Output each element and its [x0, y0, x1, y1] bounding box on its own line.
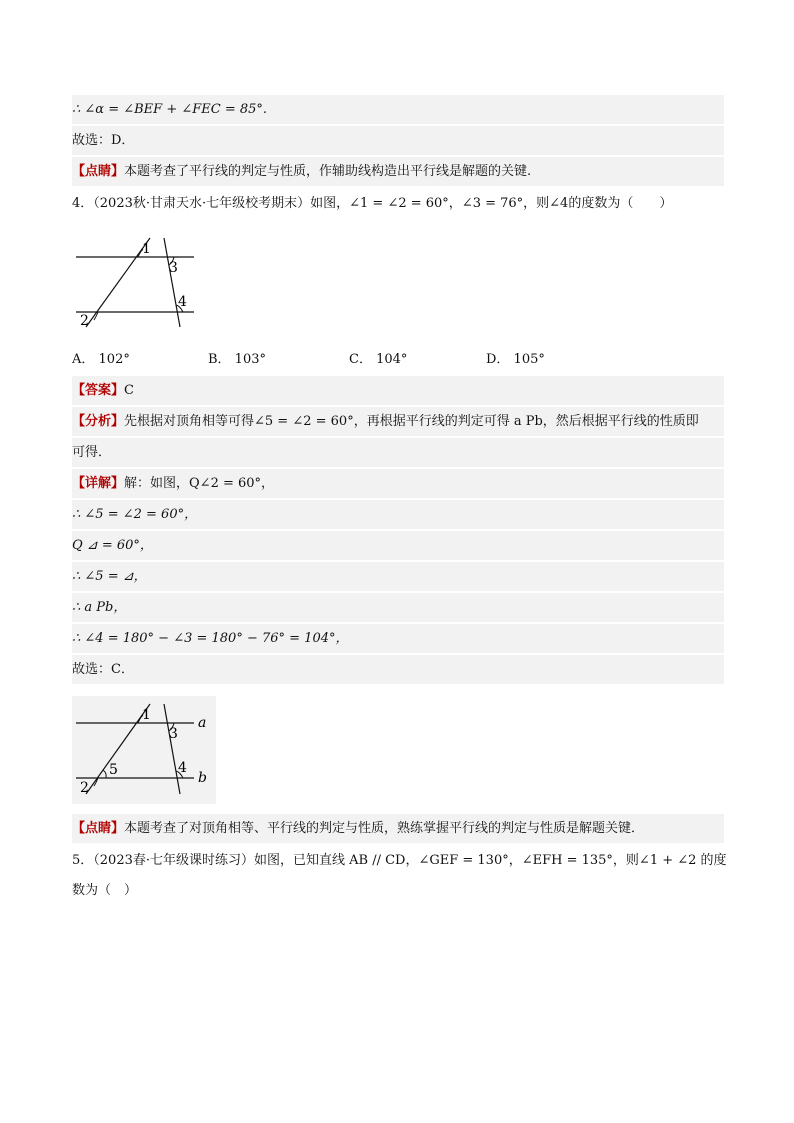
- label-2: 2: [80, 780, 89, 796]
- transversal-left: [86, 238, 150, 327]
- step-line-2: Q ⊿ = 60°，: [72, 531, 724, 560]
- question-5-continuation: 数为（ ）: [72, 883, 138, 898]
- choice-line: 故选：D．: [72, 126, 724, 155]
- figure-1: [72, 232, 202, 332]
- figure-2: [72, 696, 216, 804]
- option-c[interactable]: C． 104°: [349, 352, 408, 367]
- step-line-3: ∴ ∠5 = ⊿，: [72, 562, 724, 591]
- label-3: 3: [169, 260, 178, 276]
- label-b: b: [198, 770, 207, 786]
- label-4: 4: [178, 294, 187, 310]
- step-line-4: ∴ a Pb，: [72, 593, 724, 622]
- comment-line: 【点睛】本题考查了平行线的判定与性质，作辅助线构造出平行线是解题的关键.: [72, 157, 724, 186]
- analysis-line: 【分析】先根据对顶角相等可得∠5 = ∠2 = 60°，再根据平行线的判定可得 a Pb，然后根据平行线的性质即: [72, 407, 724, 436]
- transversal-right: [164, 238, 180, 327]
- step-line-5: ∴ ∠4 = 180° − ∠3 = 180° − 76° = 104°，: [72, 624, 724, 653]
- option-a[interactable]: A． 102°: [72, 352, 130, 367]
- transversal-right: [164, 704, 180, 794]
- label-5: 5: [109, 762, 118, 778]
- label-1: 1: [142, 241, 151, 257]
- analysis-continuation: 可得．: [72, 438, 724, 467]
- comment-line-2: 【点睛】本题考查了对顶角相等、平行线的判定与性质，熟练掌握平行线的判定与性质是解题关键．: [72, 814, 724, 843]
- question-5: 5．（2023春·七年级课时练习）如图，已知直线 AB // CD，∠GEF = 130°，∠EFH = 135°，则∠1 + ∠2 的度: [72, 853, 727, 868]
- question-4: 4．（2023秋·甘肃天水·七年级校考期末）如图，∠1 = ∠2 = 60°，∠3 = 76°，则∠4的度数为（ ）: [72, 196, 673, 211]
- option-d[interactable]: D． 105°: [486, 352, 545, 367]
- answer-line: 【答案】C: [72, 376, 724, 405]
- label-3: 3: [169, 726, 178, 742]
- options-row: [72, 348, 724, 372]
- label-4: 4: [178, 760, 187, 776]
- step-line-6: 故选：C．: [72, 655, 724, 684]
- detail-line: 【详解】解：如图，Q∠2 = 60°，: [72, 469, 724, 498]
- label-1: 1: [142, 707, 151, 723]
- label-a: a: [198, 715, 207, 731]
- angle-mark-5: [103, 770, 106, 778]
- solution-line: ∴ ∠α = ∠BEF + ∠FEC = 85°.: [72, 95, 724, 124]
- label-2: 2: [80, 313, 89, 329]
- step-line-1: ∴ ∠5 = ∠2 = 60°，: [72, 500, 724, 529]
- option-b[interactable]: B． 103°: [208, 352, 266, 367]
